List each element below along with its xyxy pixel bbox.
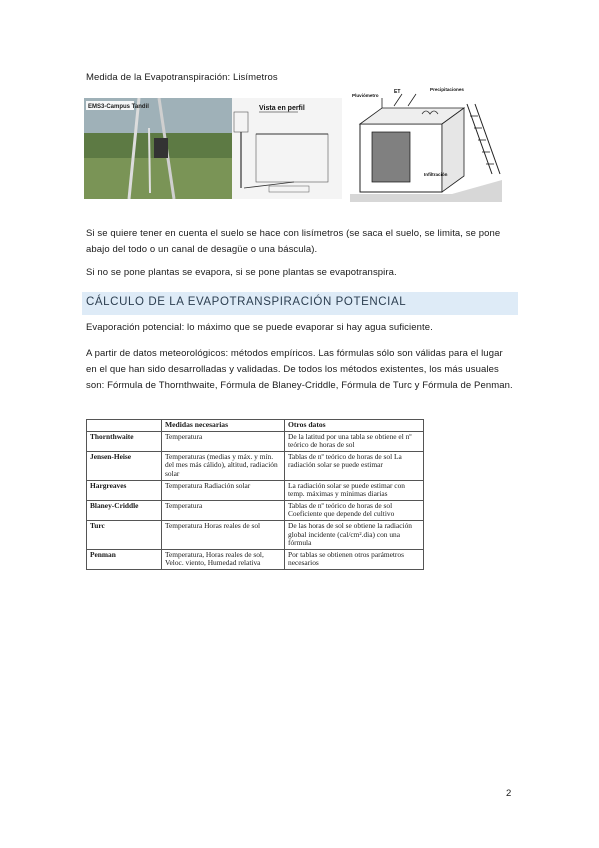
table-row <box>87 451 424 480</box>
method-measures: Temperatura <box>162 431 285 451</box>
method-name: Turc <box>87 520 162 549</box>
method-name: Penman <box>87 549 162 569</box>
photo-label: EMS3-Campus Tandil <box>88 104 149 110</box>
method-other-data: La radiación solar se puede estimar con temp. máximas y mínimas diarias <box>285 480 424 500</box>
method-other-data: Tablas de nº teórico de horas de sol Coeficiente que depende del cultivo <box>285 500 424 520</box>
method-name: Thornthwaite <box>87 431 162 451</box>
method-measures: Temperaturas (medias y máx. y mín. del mes más cálido), altitud, radiación solar <box>162 451 285 480</box>
table-row <box>87 431 424 451</box>
table-header-measures: Medidas necesarias <box>162 420 285 432</box>
method-name: Jensen-Heise <box>87 451 162 480</box>
lysimeter-cross-section-drawing <box>342 84 510 204</box>
lysimeter-diagram-figure <box>342 84 510 204</box>
table-row <box>87 549 424 569</box>
label-pluviometro: Pluviómetro <box>352 93 379 98</box>
lysimeter-photo-illustration <box>84 98 345 199</box>
table-row <box>87 500 424 520</box>
method-measures: Temperatura Radiación solar <box>162 480 285 500</box>
table-header-row <box>87 420 424 432</box>
profile-title: Vista en perfil <box>259 105 305 112</box>
method-name: Blaney-Criddle <box>87 500 162 520</box>
lysimeter-photo-figure <box>84 98 345 199</box>
paragraph-metodos-empiricos: A partir de datos meteorológicos: métodos empíricos. Las fórmulas sólo son válidas para el lugar en el que han sido desarrolladas y validadas. De todos los métodos existentes, los más usuales son: Fórmula de Thornthwaite, Fórmula de Blaney-Criddle, Fórmula de Turc y Fórmula de Penman. <box>86 348 513 391</box>
section-heading: CÁLCULO DE LA EVAPOTRANSPIRACIÓN POTENCIAL <box>86 296 407 308</box>
method-other-data: De la latitud por una tabla se obtiene el nº teórico de horas de sol <box>285 431 424 451</box>
method-other-data: De las horas de sol se obtiene la radiación global incidente (cal/cm².dia) con una fórmula <box>285 520 424 549</box>
method-name: Hargreaves <box>87 480 162 500</box>
table-header-other: Otros datos <box>285 420 424 432</box>
page-number: 2 <box>506 788 512 799</box>
label-precipitaciones: Precipitaciones <box>430 87 464 92</box>
table-row <box>87 480 424 500</box>
label-et: ET <box>394 89 401 95</box>
paragraph-evaporacion-potencial: Evaporación potencial: lo máximo que se puede evaporar si hay agua suficiente. <box>86 322 433 333</box>
method-other-data: Tablas de nº teórico de horas de sol La radiación solar se puede estimar <box>285 451 424 480</box>
paragraph-lisimetros: Si se quiere tener en cuenta el suelo se hace con lisímetros (se saca el suelo, se limita, se pone abajo del todo o un canal de desagüe o una báscula). <box>86 228 501 255</box>
heading-lisimetros: Medida de la Evapotranspiración: Lisímetros <box>86 72 278 83</box>
methods-table <box>86 419 424 570</box>
method-measures: Temperatura Horas reales de sol <box>162 520 285 549</box>
method-other-data: Por tablas se obtienen otros parámetros necesarios <box>285 549 424 569</box>
methods-table-container <box>86 419 424 598</box>
table-row <box>87 520 424 549</box>
paragraph-plantas: Si no se pone plantas se evapora, si se pone plantas se evapotranspira. <box>86 267 397 278</box>
method-measures: Temperatura <box>162 500 285 520</box>
method-measures: Temperatura, Horas reales de sol, Veloc. viento, Humedad relativa <box>162 549 285 569</box>
table-header-method <box>87 420 162 432</box>
label-infiltracion: Infiltración <box>424 172 448 177</box>
